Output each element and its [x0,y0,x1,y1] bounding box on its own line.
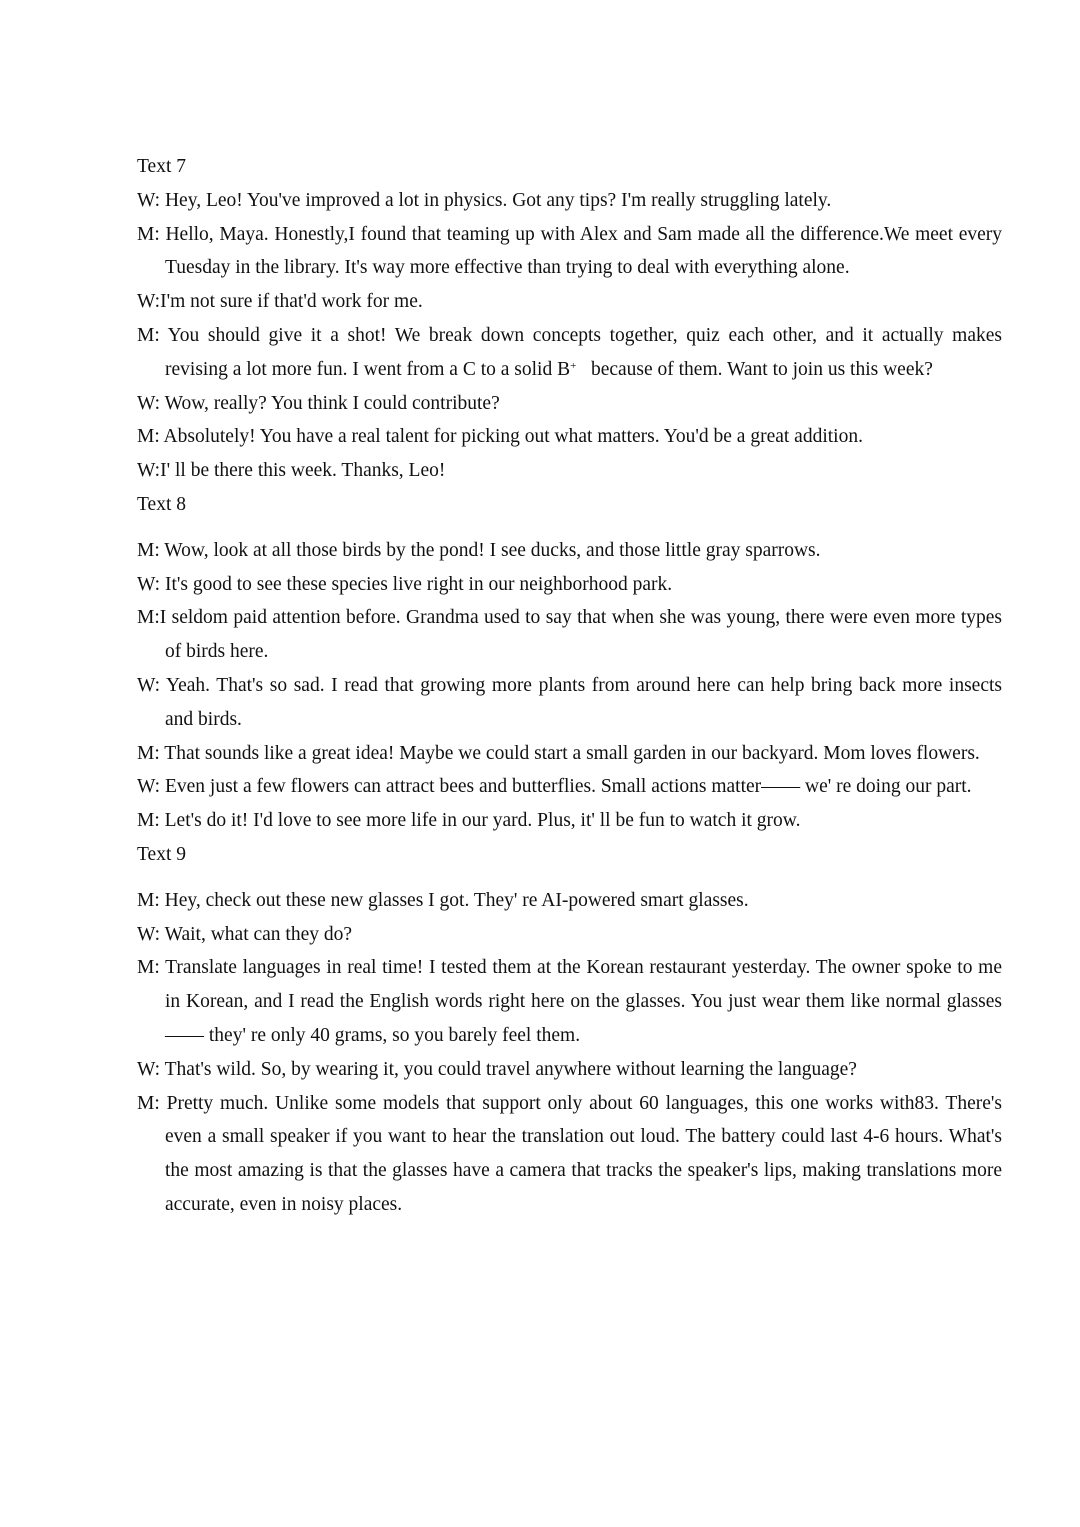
section-text-9 [137,838,1002,1222]
dialogue-line: W: It's good to see these species live right in our neighborhood park. [137,573,673,595]
dialogue-line: W: Wow, really? You think I could contribute? [137,392,500,414]
dialogue-line: M: Translate languages in real time! I tested them at the Korean restaurant yesterday. The owner spoke to me in Korean, and I read the English words right here on the glasses. You just wear them like normal glasses—— they' re only 40 grams, so you barely feel them. [137,957,1002,1046]
section-text-7 [137,150,1002,488]
dialogue-line: M: Wow, look at all those birds by the pond! I see ducks, and those little gray sparrows. [137,539,821,561]
dialogue-line: M:I seldom paid attention before. Grandma used to say that when she was young, there were even more types of birds here. [137,607,1002,663]
dialogue-line: W: Wait, what can they do? [137,923,353,945]
dialogue-line: M: Hey, check out these new glasses I got. They' re AI-powered smart glasses. [137,889,749,911]
dialogue-text: because of them. Want to join us this week? [576,358,933,380]
grade-plus-superscript: + [570,359,577,372]
dialogue-text: M: You should give it a shot! We break down concepts together, quiz each other, and it actually makes revising a lot more fun. I went from a C to a solid B [137,324,1002,380]
section-title: Text 8 [137,493,186,515]
dialogue-line [137,319,1002,387]
dialogue-line: W: Even just a few flowers can attract bees and butterflies. Small actions matter—— we' re doing our part. [137,776,972,798]
section-title: Text 7 [137,156,186,177]
dialogue-line: W:I'm not sure if that'd work for me. [137,291,423,313]
section-text-8 [137,488,1002,838]
transcript-document [137,150,1002,1222]
dialogue-line: M: That sounds like a great idea! Maybe we could start a small garden in our backyard. Mom loves flowers. [137,742,980,764]
dialogue-line: W: Hey, Leo! You've improved a lot in physics. Got any tips? I'm really struggling lately. [137,189,832,211]
dialogue-line: M: Let's do it! I'd love to see more life in our yard. Plus, it' ll be fun to watch it grow. [137,810,801,832]
dialogue-line: M: Pretty much. Unlike some models that support only about 60 languages, this one works with83. There's even a small speaker if you want to hear the translation out loud. The battery could last 4-6 hours. What's the most amazing is that the glasses have a camera that tracks the speaker's lips, making translations more accurate, even in noisy places. [137,1092,1002,1215]
dialogue-line: W: Yeah. That's so sad. I read that growing more plants from around here can help bring back more insects and birds. [137,674,1002,730]
dialogue-line: M: Absolutely! You have a real talent for picking out what matters. You'd be a great addition. [137,426,863,448]
dialogue-line: W:I' ll be there this week. Thanks, Leo! [137,460,446,482]
dialogue-line: W: That's wild. So, by wearing it, you could travel anywhere without learning the language? [137,1058,857,1080]
section-title: Text 9 [137,843,186,865]
dialogue-line: M: Hello, Maya. Honestly,I found that teaming up with Alex and Sam made all the difference.We meet every Tuesday in the library. It's way more effective than trying to deal with everything alone. [137,223,1002,279]
